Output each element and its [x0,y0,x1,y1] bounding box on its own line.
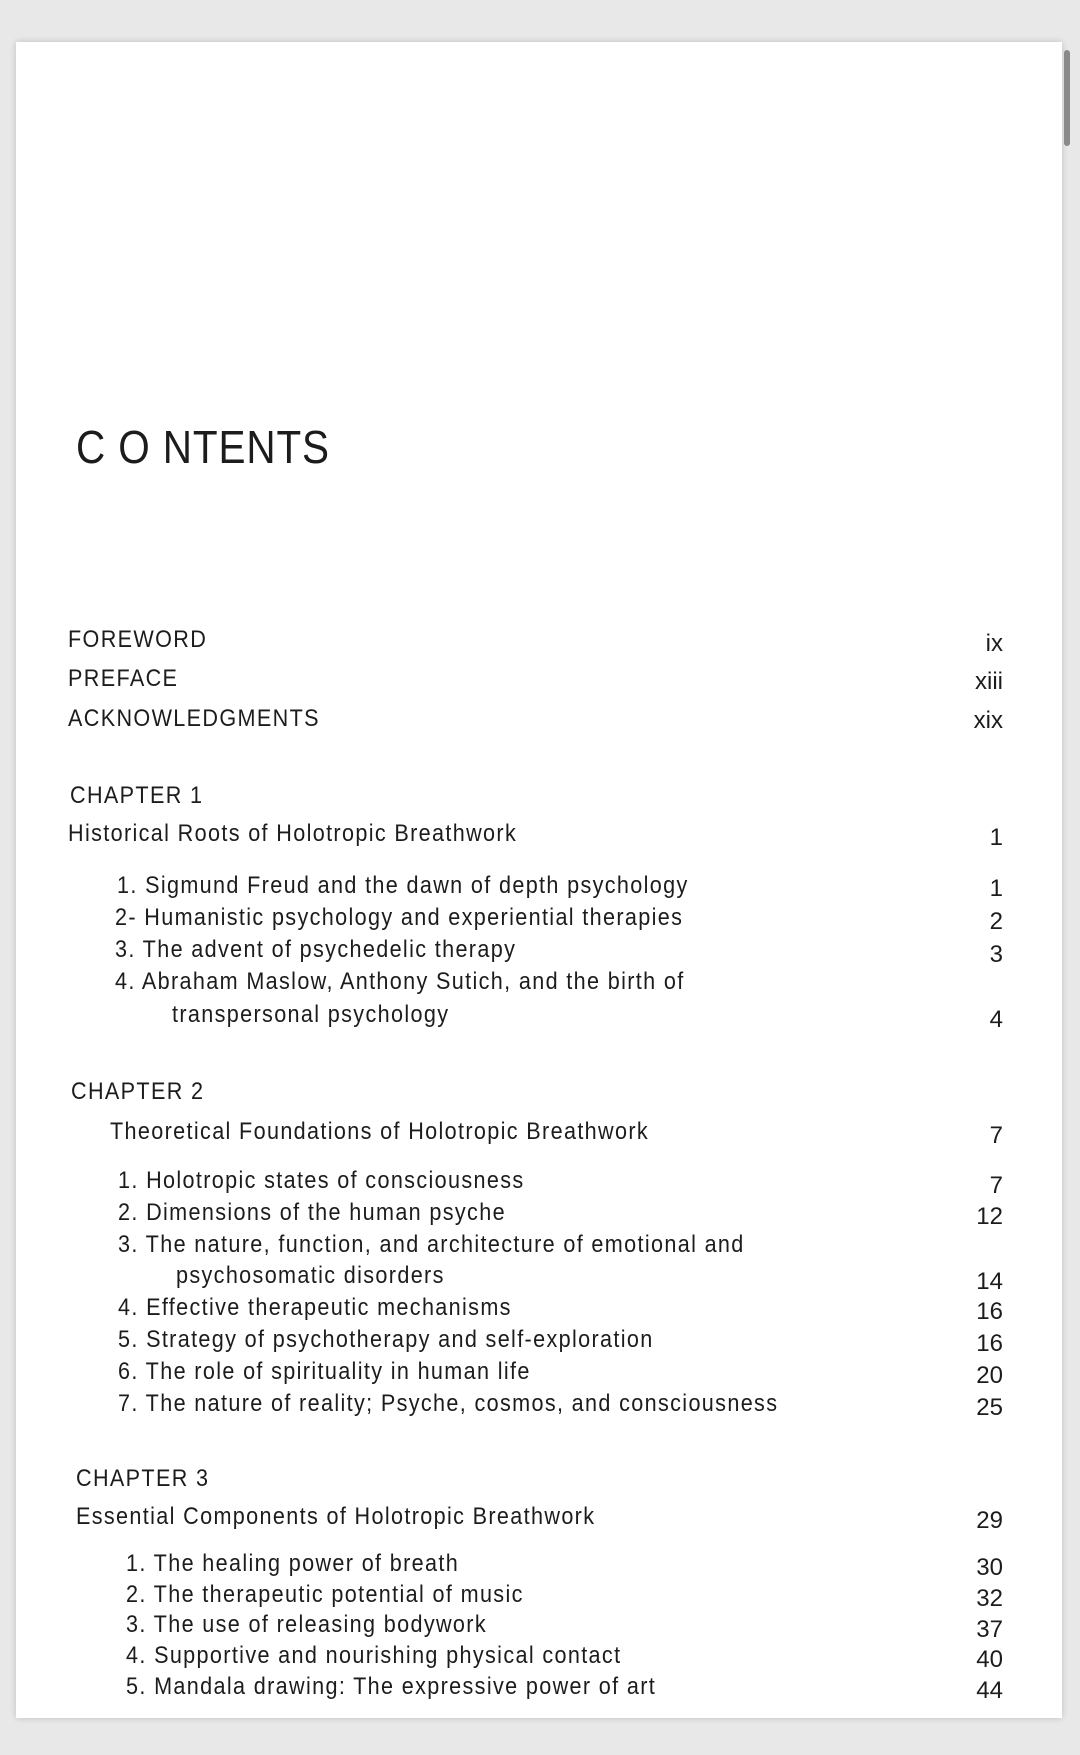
toc-section-page: 2 [989,908,1003,935]
toc-section: 3. The advent of psychedelic therapy [115,936,517,963]
chapter-title: Essential Components of Holotropic Breathwork [76,1503,596,1530]
toc-page-acknowledgments: xix [973,707,1003,734]
toc-section-continued: psychosomatic disorders [176,1262,445,1289]
toc-section: 1. The healing power of breath [126,1550,460,1577]
toc-section: 2- Humanistic psychology and experiential therapies [115,904,684,931]
chapter-page: 29 [976,1507,1003,1534]
chapter-title: Theoretical Foundations of Holotropic Breathwork [110,1118,650,1145]
toc-section-page: 12 [976,1203,1003,1230]
toc-section-page: 4 [989,1006,1003,1033]
toc-section: 4. Supportive and nourishing physical contact [126,1642,622,1669]
scrollbar-thumb[interactable] [1064,50,1070,146]
chapter-heading: CHAPTER 3 [76,1465,210,1492]
toc-section-page: 32 [976,1585,1003,1612]
toc-section: 5. Strategy of psychotherapy and self-exploration [118,1326,654,1353]
toc-section-page: 3 [989,941,1003,968]
toc-page-foreword: ix [985,630,1003,657]
vertical-scrollbar[interactable] [1062,44,1074,1714]
toc-section-page: 40 [976,1646,1003,1673]
toc-section-page: 16 [976,1330,1003,1357]
toc-entry-acknowledgments: ACKNOWLEDGMENTS [68,705,320,732]
toc-section-page: 44 [976,1677,1003,1704]
chapter-heading: CHAPTER 1 [70,782,204,809]
toc-section: 1. Sigmund Freud and the dawn of depth psychology [117,872,689,899]
toc-section-continued: transpersonal psychology [172,1001,450,1028]
toc-section-page: 7 [989,1172,1003,1199]
toc-section: 3. The nature, function, and architecture of emotional and [118,1231,745,1258]
toc-section: 3. The use of releasing bodywork [126,1611,487,1638]
toc-section: 2. Dimensions of the human psyche [118,1199,506,1226]
chapter-page: 1 [989,824,1003,851]
chapter-heading: CHAPTER 2 [71,1078,205,1105]
toc-section-page: 37 [976,1616,1003,1643]
toc-section-page: 25 [976,1394,1003,1421]
toc-section: 2. The therapeutic potential of music [126,1581,524,1608]
toc-section: 7. The nature of reality; Psyche, cosmos, and consciousness [118,1390,779,1417]
toc-section-page: 20 [976,1362,1003,1389]
document-page [16,42,1062,1718]
chapter-page: 7 [989,1122,1003,1149]
toc-section: 4. Abraham Maslow, Anthony Sutich, and the birth of [115,968,685,995]
chapter-title: Historical Roots of Holotropic Breathwork [68,820,518,847]
toc-entry-foreword: FOREWORD [68,626,208,653]
toc-entry-preface: PREFACE [68,665,179,692]
toc-section: 6. The role of spirituality in human life [118,1358,531,1385]
toc-section: 5. Mandala drawing: The expressive power of art [126,1673,657,1700]
toc-section-page: 30 [976,1554,1003,1581]
toc-section: 1. Holotropic states of consciousness [118,1167,525,1194]
toc-page-preface: xiii [975,668,1003,695]
toc-section: 4. Effective therapeutic mechanisms [118,1294,512,1321]
toc-section-page: 16 [976,1298,1003,1325]
toc-section-page: 1 [989,875,1003,902]
toc-section-page: 14 [976,1268,1003,1295]
page-title: C O NTENTS [76,421,330,473]
